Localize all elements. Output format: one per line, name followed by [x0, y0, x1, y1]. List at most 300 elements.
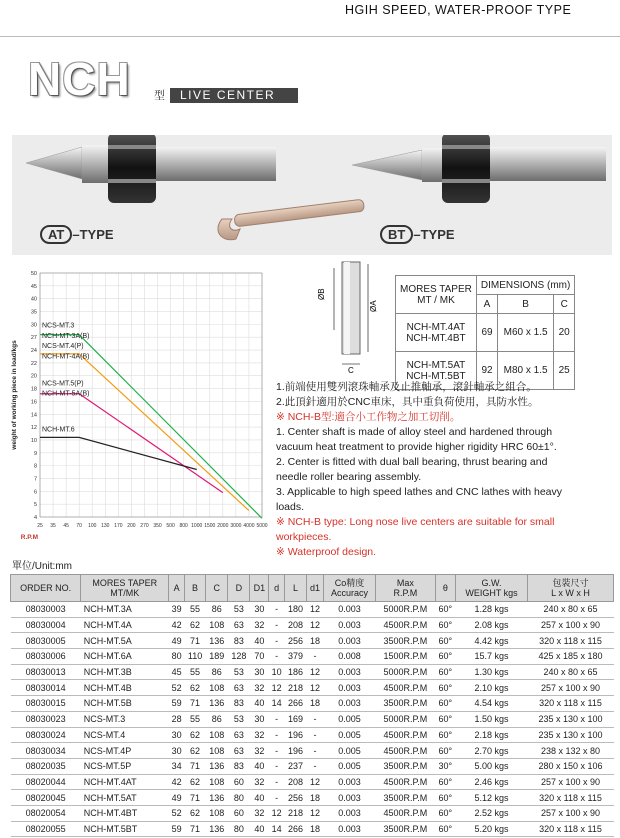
spec-cell: 12: [269, 805, 285, 821]
spec-cell: 08030034: [11, 743, 81, 759]
spec-cell: 32: [250, 727, 269, 743]
spec-cell: 08020055: [11, 821, 81, 837]
spec-cell: 60°: [435, 727, 455, 743]
spec-cell: 60: [228, 805, 250, 821]
chart-x-label: R.P.M: [20, 534, 38, 541]
spec-cell: 12: [307, 617, 324, 633]
spec-table-row: [11, 617, 614, 633]
spec-cell: 08030005: [11, 633, 81, 649]
chart-series-label: NCH-MT-4A(B): [42, 353, 90, 361]
chart-x-tick: 4000: [243, 523, 255, 529]
spec-cell: 71: [184, 758, 205, 774]
spec-cell: 59: [169, 821, 185, 837]
spec-cell: 5.20 kgs: [456, 821, 528, 837]
spec-cell: 12: [307, 805, 324, 821]
spec-cell: 4500R.P.M: [376, 680, 436, 696]
spec-cell: 62: [184, 774, 205, 790]
spec-cell: 5000R.P.M: [376, 602, 436, 618]
spec-cell: 49: [169, 790, 185, 806]
spec-col-header: MORES TAPER MT/MK: [81, 575, 169, 602]
spec-cell: NCS-MT.4: [81, 727, 169, 743]
dim-col-b: B: [498, 295, 554, 314]
chart-y-tick: 40: [30, 296, 37, 303]
spec-cell: 320 x 118 x 115: [527, 633, 613, 649]
product-photo-panel: [12, 135, 612, 255]
spec-col-header: Max R.P.M: [376, 575, 436, 602]
spec-cell: 40: [250, 821, 269, 837]
spec-cell: 0.003: [324, 774, 376, 790]
spec-cell: 18: [307, 696, 324, 712]
chart-series-label: NCH-MT-3A(B): [42, 332, 90, 340]
spec-cell: 32: [250, 680, 269, 696]
spec-table: [10, 574, 614, 837]
spec-cell: 379: [284, 649, 306, 665]
spec-cell: 4500R.P.M: [376, 743, 436, 759]
spec-cell: -: [269, 617, 285, 633]
spec-table-row: [11, 758, 614, 774]
spec-cell: 40: [250, 758, 269, 774]
spec-col-header: B: [184, 575, 205, 602]
spec-cell: 218: [284, 680, 306, 696]
note-line: 1. Center shaft is made of alloy steel and hardened through: [276, 426, 553, 438]
spec-cell: 235 x 130 x 100: [527, 711, 613, 727]
note-line: loads.: [276, 501, 305, 513]
spec-cell: 08030023: [11, 711, 81, 727]
spec-cell: 1.30 kgs: [456, 664, 528, 680]
spec-cell: 0.005: [324, 743, 376, 759]
spec-table-row: [11, 602, 614, 618]
spec-col-header: 包裝尺寸 L x W x H: [527, 575, 613, 602]
chart-y-tick: 12: [30, 425, 37, 432]
chart-y-tick: 45: [30, 283, 37, 290]
spec-cell: 55: [184, 711, 205, 727]
spec-cell: 53: [228, 664, 250, 680]
chart-x-tick: 350: [153, 523, 162, 529]
spec-cell: 266: [284, 821, 306, 837]
spec-cell: 4500R.P.M: [376, 805, 436, 821]
spec-cell: NCH-MT.4B: [81, 680, 169, 696]
spec-cell: 30: [169, 743, 185, 759]
chart-y-tick: 30: [30, 322, 37, 329]
spec-table-row: [11, 727, 614, 743]
spec-cell: 08030013: [11, 664, 81, 680]
spec-cell: -: [269, 633, 285, 649]
spec-cell: NCH-MT.6A: [81, 649, 169, 665]
chart-x-tick: 170: [114, 523, 123, 529]
chart-y-label: weight of working piece in load/kgs: [11, 340, 18, 450]
spec-cell: 0.005: [324, 711, 376, 727]
chart-y-tick: 24: [30, 348, 37, 355]
note-line: ※ NCH-B型:適合小工作物之加工切削。: [276, 411, 461, 423]
spec-cell: 169: [284, 711, 306, 727]
spec-cell: 63: [228, 617, 250, 633]
spec-cell: 60°: [435, 805, 455, 821]
spec-table-row: [11, 711, 614, 727]
dimension-drawing-svg: [306, 260, 386, 375]
spec-cell: -: [307, 649, 324, 665]
spec-cell: 60°: [435, 664, 455, 680]
spec-col-header: C: [206, 575, 228, 602]
dim-a-label: ØA: [369, 300, 378, 312]
spec-cell: 108: [206, 727, 228, 743]
spec-cell: 110: [184, 649, 205, 665]
spec-cell: -: [269, 790, 285, 806]
spec-cell: 108: [206, 680, 228, 696]
spec-cell: 0.003: [324, 790, 376, 806]
chart-y-tick: 9: [33, 450, 37, 457]
spec-cell: 86: [206, 711, 228, 727]
spec-cell: 63: [228, 727, 250, 743]
spec-cell: 0.003: [324, 696, 376, 712]
chart-x-tick: 3000: [230, 523, 242, 529]
spec-cell: 256: [284, 633, 306, 649]
chart-x-tick: 1500: [204, 523, 216, 529]
spec-cell: 0.003: [324, 617, 376, 633]
chart-series-label: NCS-MT.4(P): [42, 343, 84, 351]
features-notes: [276, 380, 616, 560]
chart-x-tick: 70: [76, 523, 82, 529]
spec-cell: 60°: [435, 617, 455, 633]
spec-cell: 257 x 100 x 90: [527, 805, 613, 821]
spec-cell: NCS-MT.4P: [81, 743, 169, 759]
spec-cell: 80: [228, 790, 250, 806]
spec-cell: -: [269, 743, 285, 759]
spec-cell: 5000R.P.M: [376, 664, 436, 680]
hook-wrench-image: [218, 199, 365, 240]
chart-series-label: NCH-MT.6: [42, 426, 75, 434]
spec-cell: 257 x 100 x 90: [527, 617, 613, 633]
spec-cell: -: [269, 602, 285, 618]
spec-cell: 12: [307, 664, 324, 680]
spec-cell: 320 x 118 x 115: [527, 790, 613, 806]
spec-cell: 218: [284, 805, 306, 821]
chart-x-tick: 2000: [217, 523, 229, 529]
spec-cell: 4.54 kgs: [456, 696, 528, 712]
spec-cell: 3500R.P.M: [376, 790, 436, 806]
spec-cell: 266: [284, 696, 306, 712]
spec-col-header: Co精度 Accuracy: [324, 575, 376, 602]
spec-cell: 32: [250, 774, 269, 790]
spec-cell: 2.08 kgs: [456, 617, 528, 633]
spec-cell: 60°: [435, 790, 455, 806]
spec-cell: 196: [284, 727, 306, 743]
spec-cell: 3500R.P.M: [376, 758, 436, 774]
spec-cell: 83: [228, 758, 250, 774]
chart-series-label: NCS-MT.5(P): [42, 380, 84, 388]
spec-table-body: [11, 602, 614, 837]
spec-cell: 1.50 kgs: [456, 711, 528, 727]
spec-cell: 12: [269, 680, 285, 696]
spec-cell: 280 x 150 x 106: [527, 758, 613, 774]
spec-col-header: L: [284, 575, 306, 602]
spec-cell: -: [269, 727, 285, 743]
spec-cell: 52: [169, 680, 185, 696]
chart-x-tick: 500: [166, 523, 175, 529]
spec-cell: 60°: [435, 821, 455, 837]
spec-cell: 60: [228, 774, 250, 790]
spec-cell: 136: [206, 758, 228, 774]
spec-cell: NCH-MT.4AT: [81, 774, 169, 790]
spec-cell: 60°: [435, 774, 455, 790]
spec-cell: 62: [184, 743, 205, 759]
spec-cell: 08030004: [11, 617, 81, 633]
spec-cell: 60°: [435, 649, 455, 665]
spec-cell: 136: [206, 633, 228, 649]
load-rpm-chart-svg: [10, 265, 272, 560]
spec-cell: 4500R.P.M: [376, 774, 436, 790]
spec-cell: 0.003: [324, 821, 376, 837]
spec-cell: 136: [206, 696, 228, 712]
spec-table-row: [11, 696, 614, 712]
spec-cell: 86: [206, 602, 228, 618]
spec-cell: -: [307, 711, 324, 727]
spec-col-header: ORDER NO.: [11, 575, 81, 602]
spec-cell: 1.28 kgs: [456, 602, 528, 618]
chart-series-label: NCS-MT.3: [42, 322, 75, 330]
spec-cell: 256: [284, 790, 306, 806]
logo-subtitle: LIVE CENTER: [180, 88, 276, 102]
spec-cell: 235 x 130 x 100: [527, 727, 613, 743]
spec-cell: 86: [206, 664, 228, 680]
spec-cell: 39: [169, 602, 185, 618]
spec-cell: 18: [307, 633, 324, 649]
spec-cell: 18: [307, 821, 324, 837]
spec-cell: 3500R.P.M: [376, 821, 436, 837]
dim-c-label: C: [348, 366, 354, 375]
note-line: workpieces.: [276, 531, 332, 543]
spec-cell: NCH-MT.5B: [81, 696, 169, 712]
spec-cell: 14: [269, 821, 285, 837]
spec-cell: 30°: [435, 758, 455, 774]
spec-cell: 238 x 132 x 80: [527, 743, 613, 759]
spec-cell: 320 x 118 x 115: [527, 696, 613, 712]
spec-cell: 3500R.P.M: [376, 633, 436, 649]
note-line: ※ NCH-B type: Long nose live centers are suitable for small: [276, 516, 555, 528]
bt-type-label: BT –TYPE: [380, 225, 455, 244]
spec-cell: 4.42 kgs: [456, 633, 528, 649]
spec-cell: -: [307, 743, 324, 759]
spec-cell: -: [269, 649, 285, 665]
spec-cell: 60°: [435, 743, 455, 759]
bt-type-word: TYPE: [420, 227, 455, 242]
spec-cell: -: [269, 774, 285, 790]
spec-cell: 3500R.P.M: [376, 696, 436, 712]
spec-cell: 42: [169, 617, 185, 633]
spec-table-row: [11, 790, 614, 806]
spec-cell: -: [307, 758, 324, 774]
spec-col-header: A: [169, 575, 185, 602]
spec-col-header: d1: [307, 575, 324, 602]
chart-y-tick: 35: [30, 309, 37, 316]
spec-cell: 186: [284, 664, 306, 680]
dimension-drawing: [306, 260, 386, 375]
chart-y-tick: 50: [30, 271, 37, 277]
chart-y-tick: 5: [33, 502, 37, 509]
dim-row-a: 69: [476, 314, 497, 352]
spec-cell: 108: [206, 743, 228, 759]
spec-cell: 52: [169, 805, 185, 821]
header-divider: [0, 36, 620, 37]
header-type-title: HGIH SPEED, WATER-PROOF TYPE: [345, 3, 572, 17]
spec-cell: 12: [307, 602, 324, 618]
spec-cell: 0.003: [324, 664, 376, 680]
spec-cell: 08030015: [11, 696, 81, 712]
chart-y-tick: 6: [33, 489, 37, 496]
spec-cell: 60°: [435, 711, 455, 727]
spec-cell: 71: [184, 696, 205, 712]
chart-y-tick: 7: [33, 476, 37, 483]
chart-y-tick: 22: [30, 360, 37, 367]
spec-cell: 30: [169, 727, 185, 743]
spec-cell: 08030024: [11, 727, 81, 743]
spec-cell: 257 x 100 x 90: [527, 774, 613, 790]
spec-cell: 32: [250, 805, 269, 821]
spec-cell: 240 x 80 x 65: [527, 664, 613, 680]
spec-cell: 320 x 118 x 115: [527, 821, 613, 837]
spec-col-header: D: [228, 575, 250, 602]
spec-cell: 240 x 80 x 65: [527, 602, 613, 618]
spec-cell: 425 x 185 x 180: [527, 649, 613, 665]
spec-cell: 08020045: [11, 790, 81, 806]
spec-cell: 62: [184, 617, 205, 633]
spec-cell: 196: [284, 743, 306, 759]
spec-cell: 08020054: [11, 805, 81, 821]
spec-cell: 83: [228, 696, 250, 712]
spec-cell: 53: [228, 602, 250, 618]
spec-table-row: [11, 743, 614, 759]
spec-cell: 2.10 kgs: [456, 680, 528, 696]
spec-cell: 53: [228, 711, 250, 727]
spec-cell: 63: [228, 680, 250, 696]
spec-cell: 5.12 kgs: [456, 790, 528, 806]
note-line: ※ Waterproof design.: [276, 546, 377, 558]
spec-cell: 5.00 kgs: [456, 758, 528, 774]
spec-cell: 30: [250, 602, 269, 618]
chart-x-tick: 800: [179, 523, 188, 529]
spec-cell: 83: [228, 633, 250, 649]
at-type-label: AT –TYPE: [40, 225, 114, 244]
chart-y-tick: 16: [30, 399, 37, 406]
spec-cell: 55: [184, 664, 205, 680]
spec-cell: 2.46 kgs: [456, 774, 528, 790]
chart-x-tick: 270: [140, 523, 149, 529]
chart-x-tick: 45: [63, 523, 69, 529]
spec-cell: 4500R.P.M: [376, 617, 436, 633]
spec-table-header: [11, 575, 614, 602]
chart-x-tick: 130: [101, 523, 110, 529]
spec-cell: 62: [184, 680, 205, 696]
spec-cell: 128: [228, 649, 250, 665]
chart-y-tick: 18: [30, 386, 37, 393]
spec-cell: 71: [184, 633, 205, 649]
at-center-image: [26, 135, 276, 203]
note-line: needle roller bearing assembly.: [276, 471, 422, 483]
spec-cell: NCH-MT.4A: [81, 617, 169, 633]
spec-cell: 32: [250, 617, 269, 633]
spec-cell: 08030003: [11, 602, 81, 618]
spec-cell: 108: [206, 805, 228, 821]
spec-cell: 0.008: [324, 649, 376, 665]
dim-col-c: C: [554, 295, 575, 314]
at-type-word: TYPE: [79, 227, 114, 242]
chart-x-tick: 1000: [191, 523, 203, 529]
spec-cell: NCH-MT.4BT: [81, 805, 169, 821]
chart-x-tick: 25: [37, 523, 43, 529]
spec-cell: 1500R.P.M: [376, 649, 436, 665]
spec-cell: 237: [284, 758, 306, 774]
chart-x-tick: 5000: [256, 523, 268, 529]
chart-y-tick: 4: [33, 515, 37, 521]
spec-cell: 80: [169, 649, 185, 665]
spec-cell: 60°: [435, 633, 455, 649]
dim-row-c: 25: [554, 352, 575, 390]
spec-cell: 71: [184, 821, 205, 837]
logo-type-char: 型: [154, 90, 165, 102]
load-rpm-chart: [10, 265, 272, 560]
at-type-code: AT: [40, 225, 72, 244]
spec-cell: 08030014: [11, 680, 81, 696]
spec-cell: 40: [250, 696, 269, 712]
dim-row-a: 92: [476, 352, 497, 390]
spec-cell: 18: [307, 790, 324, 806]
chart-y-tick: 20: [30, 373, 37, 380]
dim-col-a: A: [476, 295, 497, 314]
spec-cell: NCH-MT.3A: [81, 602, 169, 618]
spec-cell: 62: [184, 727, 205, 743]
spec-table-row: [11, 805, 614, 821]
spec-cell: NCH-MT.5BT: [81, 821, 169, 837]
dim-header-taper: MORES TAPER MT / MK: [396, 276, 477, 314]
spec-cell: 12: [307, 774, 324, 790]
chart-y-tick: 8: [33, 463, 37, 470]
dim-b-label: ØB: [317, 288, 326, 300]
dim-row-b: M60 x 1.5: [498, 314, 554, 352]
spec-col-header: d: [269, 575, 285, 602]
spec-cell: 40: [250, 633, 269, 649]
spec-cell: 5000R.P.M: [376, 711, 436, 727]
spec-cell: 180: [284, 602, 306, 618]
spec-cell: 136: [206, 790, 228, 806]
spec-cell: 0.005: [324, 758, 376, 774]
spec-cell: 30: [250, 664, 269, 680]
spec-cell: 63: [228, 743, 250, 759]
spec-cell: 208: [284, 617, 306, 633]
spec-cell: 62: [184, 805, 205, 821]
note-line: 2.此頂針適用於CNC車床，具中重負荷使用，具防水性。: [276, 396, 539, 408]
spec-cell: NCH-MT.5AT: [81, 790, 169, 806]
spec-cell: 0.003: [324, 680, 376, 696]
spec-cell: 34: [169, 758, 185, 774]
bt-center-image: [352, 135, 606, 203]
chart-series-label: NCH-MT-5A(B): [42, 390, 90, 398]
chart-y-tick: 14: [30, 412, 37, 419]
spec-cell: 55: [184, 602, 205, 618]
spec-cell: 2.70 kgs: [456, 743, 528, 759]
spec-cell: 15.7 kgs: [456, 649, 528, 665]
spec-cell: 08020035: [11, 758, 81, 774]
spec-col-header: D1: [250, 575, 269, 602]
note-line: vacuum heat treatment to provide higher rigidity HRC 60±1°.: [276, 441, 557, 453]
spec-cell: 60°: [435, 696, 455, 712]
spec-cell: NCH-MT.3B: [81, 664, 169, 680]
dim-row-model: NCH-MT.4AT NCH-MT.4BT: [396, 314, 477, 352]
chart-x-tick: 35: [50, 523, 56, 529]
chart-x-tick: 100: [88, 523, 97, 529]
spec-cell: NCS-MT.3: [81, 711, 169, 727]
spec-table-row: [11, 680, 614, 696]
spec-cell: 0.003: [324, 602, 376, 618]
spec-cell: 108: [206, 617, 228, 633]
